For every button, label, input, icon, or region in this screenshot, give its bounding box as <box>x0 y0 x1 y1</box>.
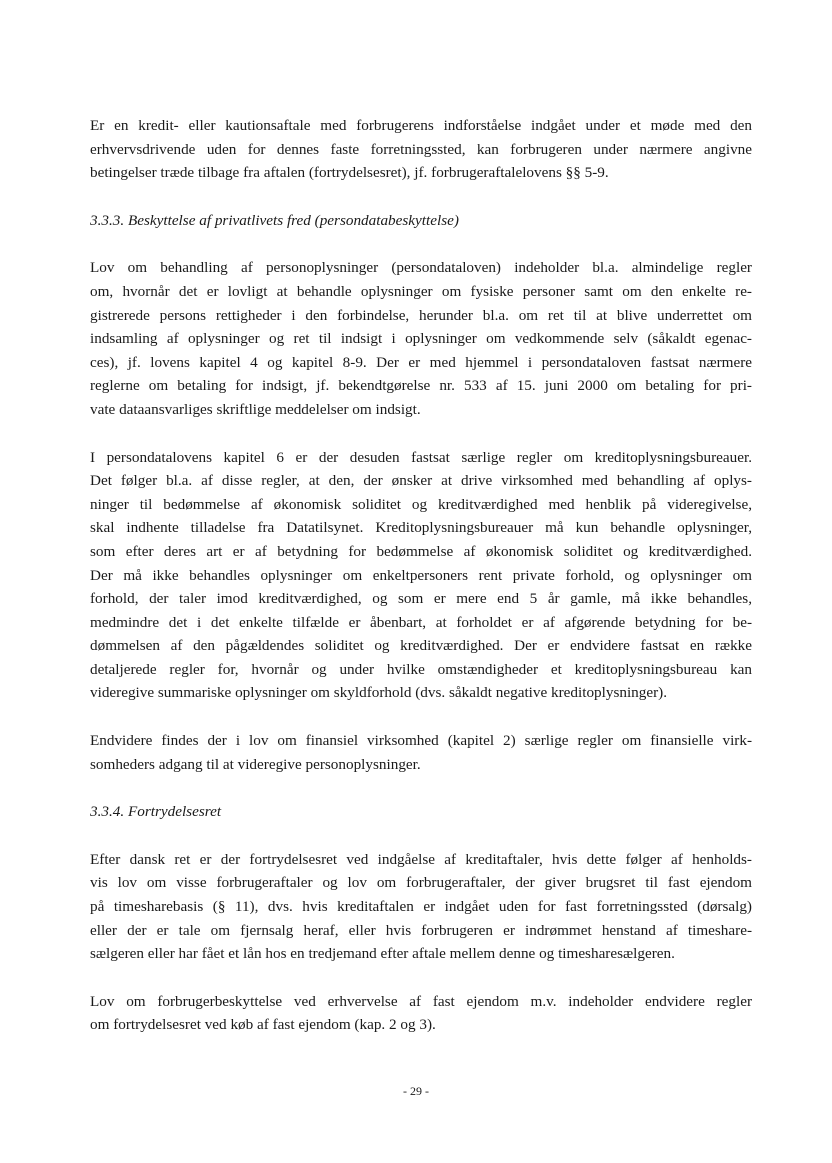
text-line: betingelser træde tilbage fra aftalen (fortrydelsesret), jf. forbrugeraftalelovens §§ 5-9. <box>90 164 609 182</box>
text-line: Efter dansk ret er der fortrydelsesret ved indgåelse af kreditaftaler, hvis dette følger af henholds- <box>90 850 752 868</box>
text-line: Endvidere findes der i lov om finansiel virksomhed (kapitel 2) særlige regler om finansielle virk- <box>90 732 752 750</box>
document-page <box>90 114 752 1037</box>
text-line: Det følger bl.a. af disse regler, at den, der ønsker at drive virksomhed med behandling af oplys- <box>90 472 752 490</box>
text-line: Der må ikke behandles oplysninger om enkeltpersoners rent private forhold, og oplysninger om <box>90 566 752 584</box>
text-line: medmindre det i det enkelte tilfælde er åbenbart, at forholdet er af afgørende betydning for be- <box>90 613 752 631</box>
paragraph-credit-agreement <box>90 114 752 185</box>
text-line: gistrerede persons rettigheder i den forbindelse, herunder bl.a. om ret til at blive underrettet om <box>90 306 752 324</box>
paragraph-finansiel-virksomhed <box>90 729 752 776</box>
page-number: - 29 - <box>403 1084 429 1098</box>
section-heading-3-3-4: 3.3.4. Fortrydelsesret <box>90 803 222 821</box>
text-line: dømmelsen af den pågældendes soliditet og kreditværdighed. Der er endvidere fastsat en række <box>90 637 752 655</box>
paragraph-persondataloven <box>90 256 752 421</box>
text-line: forhold, der taler imod kreditværdighed, og som er mere end 5 år gamle, må ikke behandles, <box>90 590 752 608</box>
paragraph-fast-ejendom <box>90 990 752 1037</box>
text-line: detaljerede regler for, hvornår og under hvilke omstændigheder et kreditoplysningsbureau kan <box>90 660 752 678</box>
text-line: indsamling af oplysninger og ret til indsigt i oplysninger om vedkommende selv (såkaldt egenac- <box>90 330 752 348</box>
text-line: om, hvornår det er lovligt at behandle oplysninger om fysiske personer samt om den enkelte re- <box>90 282 752 300</box>
text-line: Er en kredit- eller kautionsaftale med forbrugerens indforståelse indgået under et møde med den <box>90 117 752 134</box>
text-line: vis lov om visse forbrugeraftaler og lov om forbrugeraftaler, der giver brugsret til fast ejendom <box>90 874 752 892</box>
text-line: erhvervsdrivende uden for dennes faste forretningssted, kan forbrugeren under nærmere angivne <box>90 140 752 158</box>
text-line: I persondatalovens kapitel 6 er der desuden fastsat særlige regler om kreditoplysningsbureauer. <box>90 448 752 466</box>
text-line: om fortrydelsesret ved køb af fast ejendom (kap. 2 og 3). <box>90 1016 436 1034</box>
text-line: sælgeren eller har fået et lån hos en tredjemand efter aftale mellem denne og timesharesælgeren. <box>90 945 675 963</box>
paragraph-kreditoplysningsbureauer <box>90 446 752 706</box>
text-line: vate dataansvarliges skriftlige meddelelser om indsigt. <box>90 400 421 418</box>
text-line: ninger til bedømmelse af økonomisk soliditet og kreditværdighed med henblik på videregivelse, <box>90 495 752 513</box>
section-heading-3-3-3: 3.3.3. Beskyttelse af privatlivets fred (persondatabeskyttelse) <box>90 211 459 229</box>
text-line: reglerne om betaling for indsigt, jf. bekendtgørelse nr. 533 af 15. juni 2000 om betaling for pri- <box>90 377 752 395</box>
text-line: Lov om forbrugerbeskyttelse ved erhvervelse af fast ejendom m.v. indeholder endvidere regler <box>90 992 752 1010</box>
text-line: ces), jf. lovens kapitel 4 og kapitel 8-9. Der er med hjemmel i persondataloven fastsat nærmere <box>90 353 752 371</box>
text-line: på timesharebasis (§ 11), dvs. hvis kreditaftalen er indgået uden for fast forretningssted (dørsalg) <box>90 898 752 916</box>
text-line: videregive summariske oplysninger om skyldforhold (dvs. såkaldt negative kreditoplysninger). <box>90 684 668 702</box>
text-line: Lov om behandling af personoplysninger (persondataloven) indeholder bl.a. almindelige regler <box>90 259 752 277</box>
text-line: skal indhente tilladelse fra Datatilsynet. Kreditoplysningsbureauer må kun behandle oplysninger, <box>90 519 752 537</box>
text-line: somheders adgang til at videregive personoplysninger. <box>90 755 421 773</box>
paragraph-fortrydelsesret <box>90 848 752 966</box>
text-line: som efter deres art er af betydning for bedømmelse af økonomisk soliditet og kreditværdighed. <box>90 542 752 560</box>
text-line: eller der er tale om fjernsalg heraf, eller hvis forbrugeren er indrømmet henstand af timeshare- <box>90 921 752 939</box>
